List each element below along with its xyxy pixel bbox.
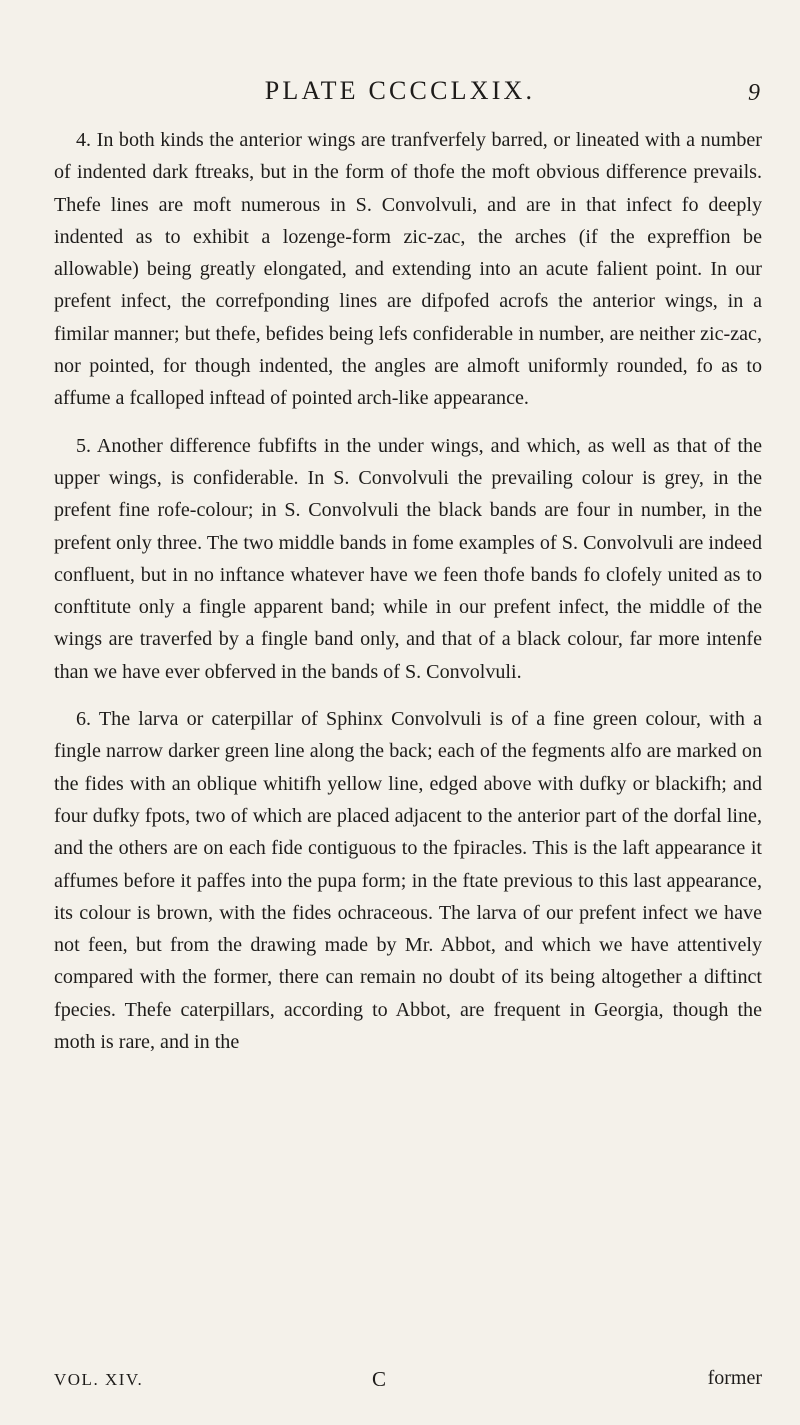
page-body <box>54 124 762 1058</box>
page-number: 9 <box>748 80 760 106</box>
page-footer <box>54 1367 762 1399</box>
signature-mark: C <box>372 1367 387 1391</box>
paragraph-5: 5. Another difference fubfifts in the under wings, and which, as well as that of the upper wings, is confiderable. In S. Convolvuli the prevailing colour is grey, in the prefent fine rofe-colour; in S. Convolvuli the black bands are four in number, in the prefent only three. The two middle bands in fome examples of S. Convolvuli are indeed confluent, but in no inftance whatever have we feen thofe bands fo clofely united as to conftitute only a fingle apparent band; while in our prefent infect, the middle of the wings are traverfed by a fingle band only, and that of a black colour, far more intenfe than we have ever obferved in the bands of S. Convolvuli. <box>54 434 762 683</box>
catchword: former <box>707 1367 762 1389</box>
volume-label: VOL. XIV. <box>54 1370 144 1389</box>
paragraph-6: 6. The larva or caterpillar of Sphinx Convolvuli is of a fine green colour, with a fingle narrow darker green line along the back; each of the fegments alfo are marked on the fides with an oblique whitifh yellow line, edged above with dufky or blackifh; and four dufky fpots, two of which are placed adjacent to the anterior part of the dorfal line, and the others are on each fide contiguous to the fpiracles. This is the laft appearance it affumes before it paffes into the pupa form; in the ftate previous to this last appearance, its colour is brown, with the fides ochraceous. The larva of our prefent infect we have not feen, but from the drawing made by Mr. Abbot, and which we have attentively compared with the former, there can remain no doubt of its being altogether a diftinct fpecies. Thefe caterpillars, according to Abbot, are frequent in Georgia, though the moth is rare, and in the <box>54 708 762 1054</box>
page-header <box>0 76 800 112</box>
plate-title: PLATE CCCCLXIX. <box>264 76 536 105</box>
paragraph-4: 4. In both kinds the anterior wings are tranfverfely barred, or lineated with a number of indented dark ftreaks, but in the form of thofe the moft obvious difference prevails. Thefe lines are moft numerous in S. Convolvuli, and are in that infect fo deeply indented as to exhibit a lozenge-form zic-zac, the arches (if the expreffion be allowable) being greatly elongated, and extending into an acute falient point. In our prefent infect, the correfponding lines are difpofed acrofs the anterior wings, in a fimilar manner; but thefe, befides being lefs confiderable in number, are neither zic-zac, nor pointed, for though indented, the angles are almoft uniformly rounded, fo as to affume a fcalloped inftead of pointed arch-like appearance. <box>54 129 762 410</box>
